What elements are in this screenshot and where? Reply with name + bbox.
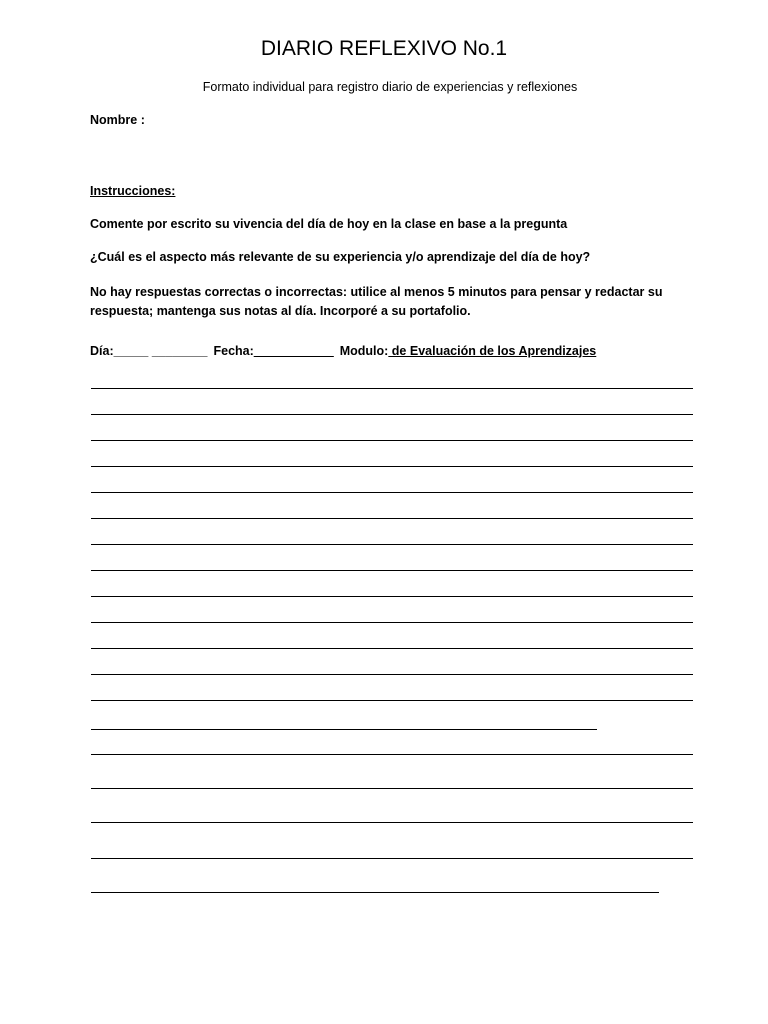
modulo-label: Modulo: — [339, 344, 389, 358]
reflection-question: ¿Cuál es el aspecto más relevante de su experiencia y/o aprendizaje del día de hoy? — [90, 250, 591, 264]
fecha-label: Fecha: — [213, 344, 254, 358]
writing-line — [91, 729, 597, 730]
writing-line — [91, 544, 693, 545]
writing-line — [91, 518, 693, 519]
writing-line — [91, 788, 693, 789]
modulo-value: de Evaluación de los Aprendizajes — [388, 344, 597, 358]
instructions-text: Comente por escrito su vivencia del día de hoy en la clase en base a la pregunta — [90, 217, 568, 231]
writing-line — [91, 440, 693, 441]
writing-line — [91, 388, 693, 389]
writing-line — [91, 570, 693, 571]
fecha-blank: ___ ________ — [253, 344, 334, 358]
dia-blank: _____ ________ — [113, 344, 208, 358]
instructions-note: No hay respuestas correctas o incorrectas: utilice al menos 5 minutos para pensar y redactar su respuesta; mantenga sus notas al día. Incorporé a su portafolio. — [90, 285, 663, 318]
writing-line — [91, 648, 693, 649]
writing-line — [91, 622, 693, 623]
writing-line — [91, 858, 693, 859]
document-title: DIARIO REFLEXIVO No.1 — [260, 37, 508, 60]
writing-line — [91, 822, 693, 823]
writing-line — [91, 492, 693, 493]
name-label: Nombre : — [90, 113, 145, 127]
writing-line — [91, 700, 693, 701]
writing-line — [91, 414, 693, 415]
dia-label: Día: — [90, 344, 114, 358]
document-subtitle: Formato individual para registro diario de experiencias y reflexiones — [202, 80, 578, 94]
date-module-row — [90, 343, 596, 359]
writing-line — [91, 674, 693, 675]
instructions-heading: Instrucciones: — [90, 184, 176, 198]
writing-line — [91, 596, 693, 597]
writing-line — [91, 466, 693, 467]
writing-line — [91, 892, 659, 893]
writing-line — [91, 754, 693, 755]
